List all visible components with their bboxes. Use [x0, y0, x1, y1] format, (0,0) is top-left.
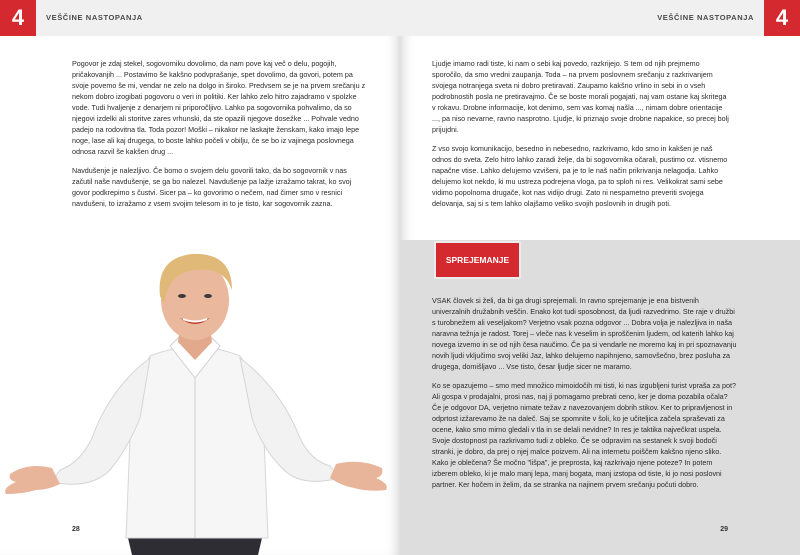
chapter-number-badge: 4	[0, 0, 36, 36]
running-head: VEŠČINE NASTOPANJA	[46, 13, 143, 22]
right-page	[400, 0, 800, 555]
chapter-number-badge: 4	[764, 0, 800, 36]
paragraph: Ljudje imamo radi tiste, ki nam o sebi kaj povedo, razkrijejo. S tem od njih prejmemo sporočilo, da smo vredni zaupanja. Toda – na prvem poslovnem srečanju z razkrivanjem svojega notranjega sveta ni dobro pretiravati. Zaupamo kakšno vrlino in sebi in o vseh podrobnostih posla ne pretiravajmo. Če se boste morali pogajati, naj vam ostane kaj skritega v rokavu. Drobne informacije, kot denimo, sem vas komaj našla ..., nimam dobre orientacije ..., pa niso nevarne, ravno nasprotno. Ljudje, ki priznajo svoje drobne napakice, so precej bolj prijujdni.	[432, 59, 729, 134]
paragraph: Z vso svojo komunikacijo, besedno in nebesedno, razkrivamo, kdo smo in kakšen je naš odnos do sveta. Zelo hitro lahko zaradi želje, da bi sogovornika očarali, pustimo oz. vtisnemo napačne vtise. Lahko delujemo vzvišeni, pa je to le naš način prikrivanja nelagodja. Lahko delujemo kot nekdo, ki mu ustreza podrejena vloga, pa to sploh ni res. Velikokrat sami sebe vidimo popolnoma drugače, kot nas vidijo drugi. Zato ni nespametno preveriti svojega delovanja, saj si s tem lahko olajšamo veliko svojih poslovnih in drugih poti.	[432, 144, 728, 208]
right-bottom-body-text	[432, 295, 737, 498]
right-top-body-text	[432, 58, 732, 217]
page-number: 29	[720, 526, 728, 533]
paragraph: Pogovor je zdaj stekel, sogovorniku dovolimo, da nam pove kaj več o delu, pogojih, pričakovanjih ... Postavimo še kakšno podvprašanje, spet dovolimo, da govori, potem pa svoje povemo še mi, vendar ne zelo na dolgo in široko. Predvsem se je na prvem srečanju z nekom dobro izogibati pogovoru o veri in politiki. Ker lahko zelo hitro zajadramo v spolzke vode. Tudi hvaljenje z denarjem ni priporočljivo. Lahko pa sogovornika pohvalimo, da so njegovi izdelki ali storitve zares vrhunski, da ste opazili njegove dosežke ... Pohvale vedno padejo na rodovitna tla. Toda pozor! Moški – nikakor ne laskajte ženskam, kako imajo lepe noge, lase ali kaj drugega, to boste lahko počeli v obilju, če se bo iz vajinega poslovnega odnosa razvil še kakšen drug ...	[72, 59, 366, 156]
page-number: 28	[72, 526, 80, 533]
running-head: VEŠČINE NASTOPANJA	[657, 13, 754, 22]
section-title: SPREJEMANJE	[436, 243, 519, 277]
left-body-text	[72, 58, 368, 217]
paragraph: VSAK človek si želi, da bi ga drugi sprejemali. In ravno sprejemanje je ena bistvenih univerzalnih družabnih veščin. Enako kot tudi sposobnost, da ljudi razvedrimo. Ste raje v družbi s turobnežem ali veseljakom? Verjetno vsak pozna odgovor ... Dobra volja je nalezljiva in naša naravna težnja je radost. Torej – vleče nas k veselim in sproščenim ljudem, od katerih lahko kaj novega izvemo in se od njih česa naučimo. Če pa si vendarle ne moremo kaj in pri spoznavanju novih ljudi vključimo svoj veliki Jaz, lahko delujemo napihnjeno, samovšečno, brez posluha za drugega, domišljavo ... Vse tisto, česar ljudje sicer ne maramo.	[432, 296, 737, 371]
woman-presenting-photo	[0, 238, 400, 555]
paragraph: Navdušenje je nalezljivo. Če bomo o svojem delu govorili tako, da bo sogovornik v nas začutil naše navdušenje, se ga bo nalezel. Navdušenje pa lažje izražamo takrat, ko svoj govor podkrepimo s čustvi. Sicer pa – ko govorimo o nečem, nad čimer smo v resnici navdušeni, to izražamo z vsem svojim telesom in to je tisto, kar sogovornik zazna.	[72, 166, 352, 208]
paragraph: Ko se opazujemo – smo med množico mimoidočih mi tisti, ki nas izgubljeni turist vpraša za pot? Ali gospa v prodajalni, prosi nas, naj ji pomagamo prebrati ceno, ker je doma pozabila očala? Če je odgovor DA, verjetno nimate težav z navezovanjem dobrih stikov. Ker to pripravljenost in odprtost izžarevamo že na daleč. Saj se spomnite v šoli, ko je učiteljica začela spraševati za ocene, kako smo mirno gledali v tla in se delali nevidne? In res je taktika največkrat uspela. Svoje dostopnost pa razkrivamo tudi z obleko. Če se odpravim na sestanek k svoji bodoči stranki, je dobro, da prej o njej malce poizvem. Ali na internetu poiščem kakšno njeno sliko. Kako je oblečena? Še močno "lišpa", je preprosta, kaj razkrivajo njene poteze? In potem izberem obleko, ki je malo manj lepa, manj bogata, manj izstopa od tiste, ki jo nosi poslovni partner. Ker hočem in želim, da se stranka na najinem prvem srečanju počuti dobro.	[432, 381, 737, 489]
